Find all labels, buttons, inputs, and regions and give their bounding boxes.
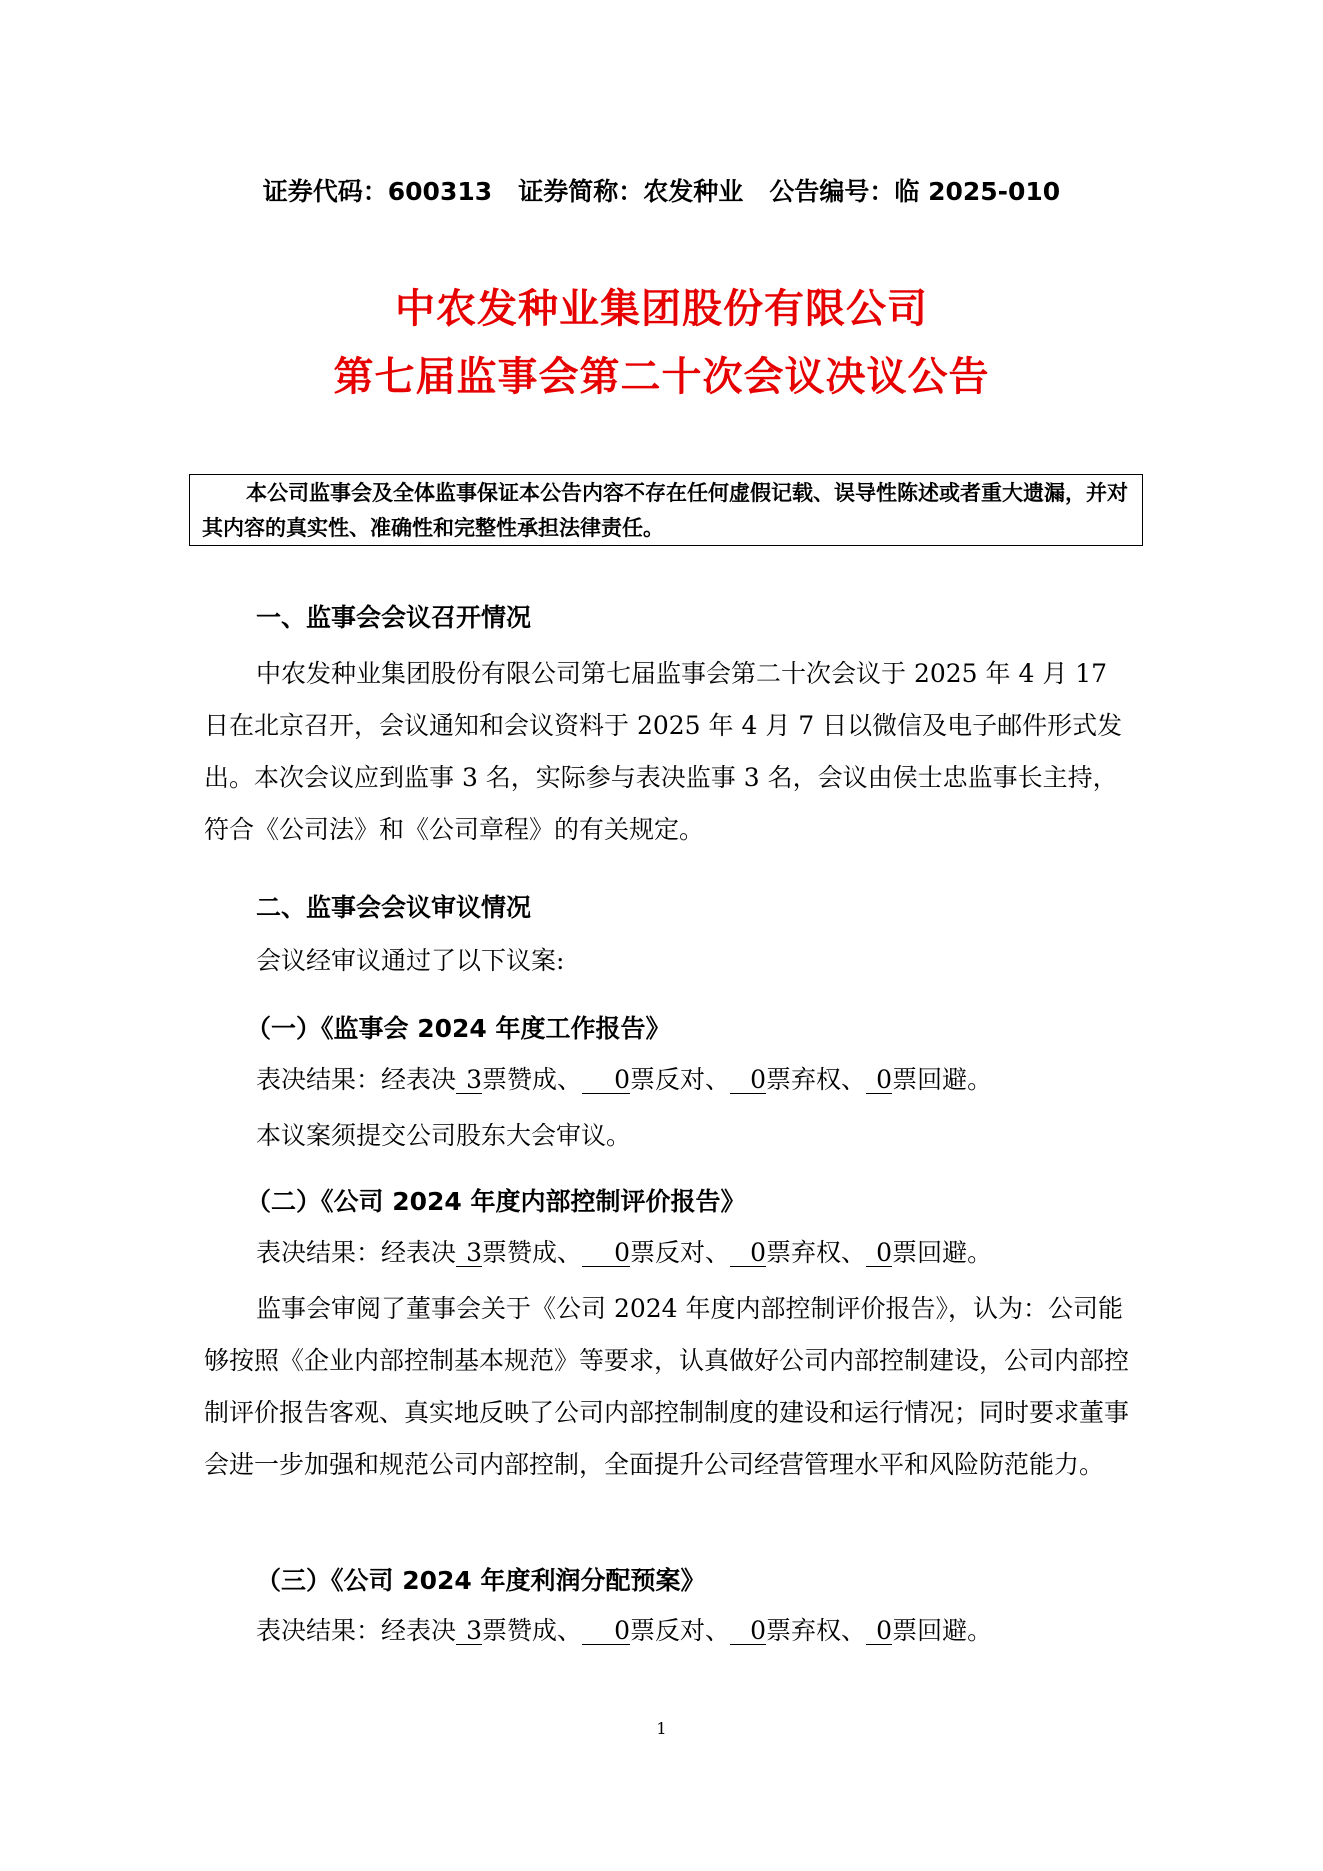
item3-vote-result [256, 1614, 992, 1648]
vote-abstain-label: 票弃权、 [766, 1616, 867, 1645]
item3-title: （三）《公司 2024 年度利润分配预案》 [256, 1566, 706, 1595]
item2-body: 监事会审阅了董事会关于《公司 2024 年度内部控制评价报告》，认为：公司能够按照《企业内部控制基本规范》等要求，认真做好公司内部控制建设，公司内部控制评价报告客观、真实地反映了公司内部控制制度的建设和运行情况；同时要求董事会进一步加强和规范公司内部控制，全面提升公司经营管理水平和风险防范能力。 [204, 1294, 1130, 1479]
vote-abstain-count: 0 [730, 1618, 766, 1645]
section2-intro: 会议经审议通过了以下议案: [256, 946, 565, 975]
vote-yes-count: 3 [456, 1618, 482, 1645]
vote-yes-label: 票赞成、 [482, 1065, 583, 1094]
vote-yes-label: 票赞成、 [482, 1616, 583, 1645]
vote-against-label: 票反对、 [630, 1238, 731, 1267]
vote-against-count: 0 [582, 1618, 630, 1645]
page-number: 1 [656, 1719, 667, 1738]
vote-prefix: 表决结果：经表决 [256, 1616, 457, 1645]
vote-abstain-label: 票弃权、 [766, 1238, 867, 1267]
vote-against-label: 票反对、 [630, 1065, 731, 1094]
item2-vote-result [256, 1236, 992, 1270]
vote-abstain-label: 票弃权、 [766, 1065, 867, 1094]
vote-recuse-count: 0 [866, 1618, 892, 1645]
vote-yes-label: 票赞成、 [482, 1238, 583, 1267]
item2-title: （二）《公司 2024 年度内部控制评价报告》 [246, 1187, 746, 1216]
company-title: 中农发种业集团股份有限公司 [395, 286, 928, 332]
vote-recuse-count: 0 [866, 1067, 892, 1094]
vote-prefix: 表决结果：经表决 [256, 1065, 457, 1094]
vote-recuse-label: 票回避。 [892, 1238, 993, 1267]
vote-abstain-count: 0 [730, 1067, 766, 1094]
item1-note: 本议案须提交公司股东大会审议。 [256, 1121, 632, 1150]
vote-recuse-label: 票回避。 [892, 1065, 993, 1094]
vote-recuse-label: 票回避。 [892, 1616, 993, 1645]
vote-against-label: 票反对、 [630, 1616, 731, 1645]
vote-prefix: 表决结果：经表决 [256, 1238, 457, 1267]
section2-heading: 二、监事会会议审议情况 [256, 893, 532, 922]
item1-vote-result [256, 1063, 992, 1097]
section1-heading: 一、监事会会议召开情况 [256, 603, 532, 632]
vote-against-count: 0 [582, 1067, 630, 1094]
vote-recuse-count: 0 [866, 1240, 892, 1267]
document-header: 证券代码：600313 证券简称：农发种业 公告编号：临 2025-010 [262, 177, 1061, 206]
disclaimer-box: 本公司监事会及全体监事保证本公告内容不存在任何虚假记载、误导性陈述或者重大遗漏，并对其内容的真实性、准确性和完整性承担法律责任。 [189, 474, 1143, 546]
item1-title: （一）《监事会 2024 年度工作报告》 [246, 1014, 671, 1043]
vote-against-count: 0 [582, 1240, 630, 1267]
vote-yes-count: 3 [456, 1240, 482, 1267]
announcement-title: 第七届监事会第二十次会议决议公告 [333, 354, 990, 400]
vote-yes-count: 3 [456, 1067, 482, 1094]
vote-abstain-count: 0 [730, 1240, 766, 1267]
section1-body: 中农发种业集团股份有限公司第七届监事会第二十次会议于 2025 年 4 月 17 日在北京召开，会议通知和会议资料于 2025 年 4 月 7 日以微信及电子邮件形式发出。本次会议应到监事 3 名，实际参与表决监事 3 名，会议由侯士忠监事长主持，符合《公司法》和《公司章程》的有关规定。 [204, 659, 1123, 844]
